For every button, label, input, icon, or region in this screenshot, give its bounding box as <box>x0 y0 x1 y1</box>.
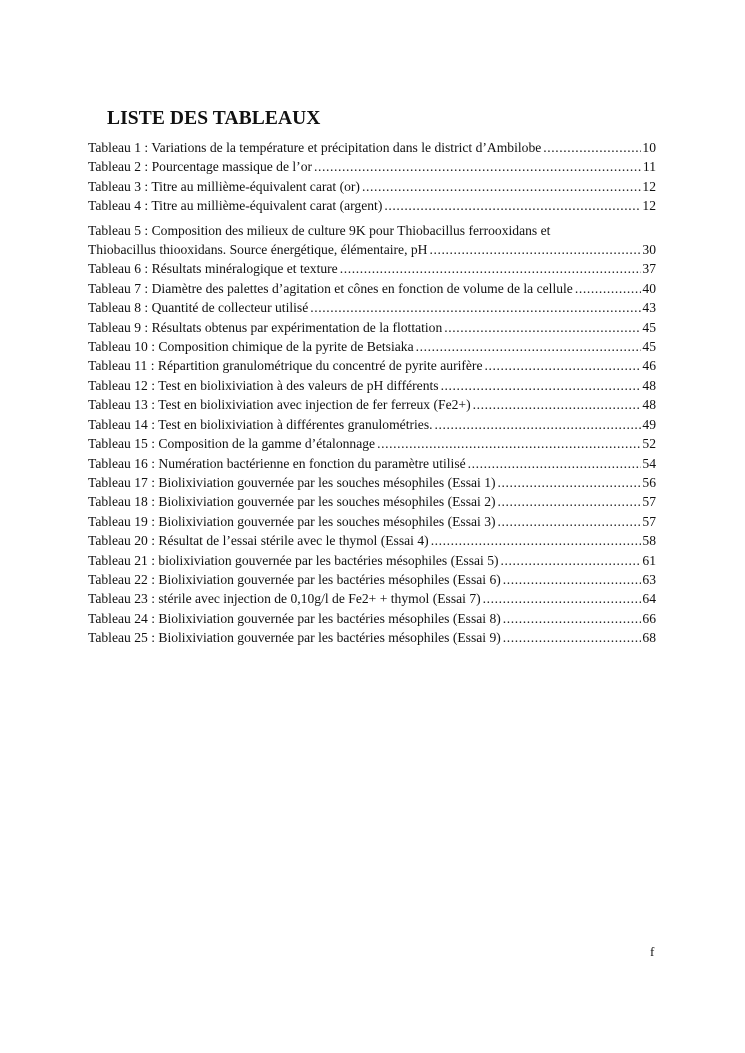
toc-entry-label: Tableau 23 : stérile avec injection de 0,10g/l de Fe2+ + thymol (Essai 7) <box>88 591 481 607</box>
leader-dots <box>430 240 642 259</box>
toc-entry-label: Tableau 20 : Résultat de l’essai stérile avec le thymol (Essai 4) <box>88 533 429 549</box>
toc-entry-label-line1[interactable]: Tableau 5 : Composition des milieux de culture 9K pour Thiobacillus ferrooxidans et <box>88 222 551 238</box>
toc-entry-page: 64 <box>642 591 656 607</box>
leader-dots <box>444 318 641 337</box>
toc-entry[interactable] <box>88 454 656 473</box>
toc-entry[interactable] <box>88 570 656 589</box>
toc-entry-page: 12 <box>642 178 656 194</box>
toc-entry-label: Tableau 24 : Biolixiviation gouvernée par les bactéries mésophiles (Essai 8) <box>88 610 501 626</box>
toc-entry-page: 45 <box>642 339 656 355</box>
toc-entry[interactable] <box>88 512 656 531</box>
toc-entry[interactable] <box>88 551 656 570</box>
toc-entry-label: Tableau 11 : Répartition granulométrique du concentré de pyrite aurifère <box>88 358 483 374</box>
leader-dots <box>340 259 642 278</box>
toc-entry[interactable] <box>88 628 656 647</box>
toc-entry-page: 58 <box>642 533 656 549</box>
leader-dots <box>483 589 642 608</box>
toc-entry-label: Tableau 22 : Biolixiviation gouvernée par les bactéries mésophiles (Essai 6) <box>88 571 501 587</box>
toc-entry[interactable] <box>88 376 656 395</box>
leader-dots <box>468 454 642 473</box>
toc-entry-label: Tableau 1 : Variations de la température et précipitation dans le district d’Ambilobe <box>88 140 542 155</box>
leader-dots <box>498 473 642 492</box>
toc-entry-label: Tableau 21 : biolixiviation gouvernée par les bactéries mésophiles (Essai 5) <box>88 552 499 568</box>
toc-entry-page: 54 <box>642 455 656 471</box>
toc-entry-page: 10 <box>642 140 656 155</box>
leader-dots <box>503 628 642 647</box>
toc-entry-page: 61 <box>642 552 656 568</box>
table-of-tables <box>88 138 656 648</box>
toc-entry[interactable] <box>88 196 656 215</box>
toc-entry-label: Tableau 8 : Quantité de collecteur utilisé <box>88 300 309 316</box>
toc-entry[interactable] <box>88 609 656 628</box>
toc-entry-page: 57 <box>642 494 656 510</box>
toc-entry-page: 37 <box>642 261 656 277</box>
toc-entry-page: 43 <box>642 300 656 316</box>
page-title: LISTE DES TABLEAUX <box>107 108 321 129</box>
toc-entry-page: 63 <box>642 571 656 587</box>
toc-entry-label: Tableau 7 : Diamètre des palettes d’agitation et cônes en fonction de volume de la cellule <box>88 280 573 296</box>
toc-entry-page: 45 <box>642 319 656 335</box>
page-marker: f <box>650 944 655 959</box>
toc-entry-label: Tableau 19 : Biolixiviation gouvernée par les souches mésophiles (Essai 3) <box>88 513 496 529</box>
toc-entry[interactable] <box>88 415 656 434</box>
toc-entry-page: 66 <box>642 610 656 626</box>
toc-entry[interactable] <box>88 177 656 196</box>
toc-entry-label: Tableau 17 : Biolixiviation gouvernée par les souches mésophiles (Essai 1) <box>88 474 496 490</box>
toc-entry[interactable] <box>88 589 656 608</box>
toc-entry-label: Tableau 18 : Biolixiviation gouvernée par les souches mésophiles (Essai 2) <box>88 494 496 510</box>
toc-entry-label: Tableau 10 : Composition chimique de la pyrite de Betsiaka <box>88 339 414 355</box>
toc-entry[interactable] <box>88 473 656 492</box>
toc-entry[interactable] <box>88 337 656 356</box>
toc-entry-label: Tableau 12 : Test en biolixiviation à des valeurs de pH différents <box>88 377 439 393</box>
toc-entry[interactable] <box>88 157 656 176</box>
leader-dots <box>416 337 642 356</box>
leader-dots <box>498 512 642 531</box>
leader-dots <box>543 138 641 157</box>
toc-entry-page: 68 <box>642 630 656 646</box>
leader-dots <box>503 609 642 628</box>
toc-entry[interactable] <box>88 492 656 511</box>
toc-entry[interactable] <box>88 279 656 298</box>
toc-entry-page: 30 <box>642 242 656 258</box>
toc-entry[interactable] <box>88 298 656 317</box>
leader-dots <box>377 434 641 453</box>
leader-dots <box>362 177 641 196</box>
toc-entry-page: 57 <box>642 513 656 529</box>
toc-entry[interactable] <box>88 318 656 337</box>
toc-entry-page: 52 <box>642 436 656 452</box>
leader-dots <box>435 415 642 434</box>
leader-dots <box>431 531 642 550</box>
toc-entry-label: Tableau 3 : Titre au millième-équivalent carat (or) <box>88 178 360 194</box>
leader-dots <box>314 157 642 176</box>
toc-entry-label: Tableau 16 : Numération bactérienne en fonction du paramètre utilisé <box>88 455 466 471</box>
toc-entry-label: Tableau 14 : Test en biolixiviation à différentes granulométries. <box>88 416 433 432</box>
toc-entry-page: 40 <box>642 280 656 296</box>
toc-entry-label: Thiobacillus thiooxidans. Source énergétique, élémentaire, pH <box>88 242 428 258</box>
toc-entry[interactable] <box>88 259 656 278</box>
toc-entry-label: Tableau 6 : Résultats minéralogique et texture <box>88 261 338 277</box>
toc-entry-page: 49 <box>642 416 656 432</box>
toc-entry[interactable] <box>88 395 656 414</box>
toc-entry-page: 11 <box>642 159 656 175</box>
toc-entry[interactable] <box>88 138 656 157</box>
toc-entry[interactable] <box>88 240 656 259</box>
leader-dots <box>485 356 642 375</box>
toc-entry-label: Tableau 2 : Pourcentage massique de l’or <box>88 159 313 175</box>
leader-dots <box>473 395 642 414</box>
toc-entry[interactable] <box>88 434 656 453</box>
toc-entry-page: 48 <box>642 397 656 413</box>
toc-entry-label: Tableau 15 : Composition de la gamme d’étalonnage <box>88 436 376 452</box>
toc-entry[interactable] <box>88 356 656 375</box>
toc-entry-page: 48 <box>642 377 656 393</box>
leader-dots <box>441 376 642 395</box>
leader-dots <box>498 492 642 511</box>
toc-entry-label: Tableau 25 : Biolixiviation gouvernée par les bactéries mésophiles (Essai 9) <box>88 630 501 646</box>
toc-entry-label: Tableau 9 : Résultats obtenus par expérimentation de la flottation <box>88 319 443 335</box>
leader-dots <box>575 279 642 298</box>
toc-entry-page: 56 <box>642 474 656 490</box>
leader-dots <box>501 551 642 570</box>
leader-dots <box>384 196 641 215</box>
toc-entry-page: 46 <box>642 358 656 374</box>
toc-entry-label: Tableau 4 : Titre au millième-équivalent carat (argent) <box>88 198 383 214</box>
leader-dots <box>310 298 641 317</box>
leader-dots <box>503 570 642 589</box>
toc-entry-label: Tableau 13 : Test en biolixiviation avec injection de fer ferreux (Fe2+) <box>88 397 471 413</box>
toc-entry-page: 12 <box>642 198 656 214</box>
toc-entry[interactable] <box>88 531 656 550</box>
